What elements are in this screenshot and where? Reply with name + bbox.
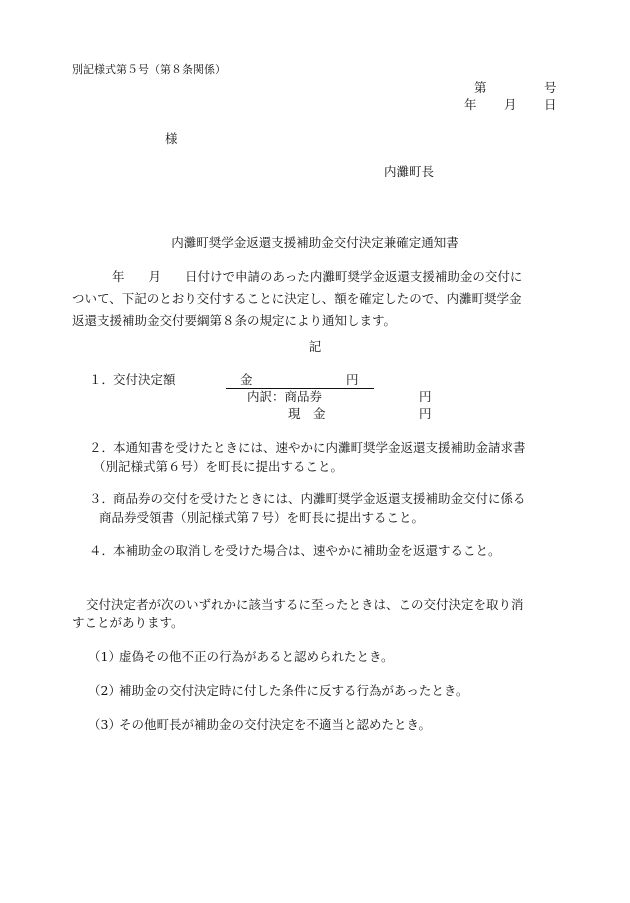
item2-line2: （別記様式第６号）を町長に提出すること。	[93, 459, 344, 474]
item1-amount-unit: 円	[346, 372, 359, 387]
intro-month: 月	[148, 269, 162, 284]
item1-number: １．	[89, 372, 115, 387]
condition-2-text: 補助金の交付決定時に付した条件に反する行為があったとき。	[119, 683, 469, 698]
intro-year: 年	[112, 269, 125, 284]
form-label: 別記様式第５号（第８条関係）	[72, 63, 226, 76]
doc-number-suffix: 号	[544, 80, 557, 95]
intro-line1: 日付けで申請のあった内灘町奨学金返還支援補助金の交付に	[185, 269, 523, 284]
item4-number: ４．	[89, 543, 115, 558]
item1-breakdown-unit: 円	[419, 389, 432, 404]
item4-line1: 本補助金の取消しを受けた場合は、速やかに補助金を返還すること。	[113, 543, 501, 558]
document-title: 内灘町奨学金返還支援補助金交付決定兼確定通知書	[171, 235, 459, 250]
item3-line2: 商品券受領書（別記様式第７号）を町長に提出すること。	[99, 510, 425, 525]
item1-amount-prefix: 金	[240, 372, 253, 387]
cancel-note-line1: 交付決定者が次のいずれかに該当するに至ったときは、この交付決定を取り消	[86, 597, 524, 612]
date-month: 月	[504, 97, 517, 112]
condition-3-text: その他町長が補助金の交付決定を不適当と認めたとき。	[119, 717, 432, 732]
condition-2-number: （2）	[88, 683, 121, 698]
doc-number-prefix: 第	[474, 80, 487, 95]
item1-breakdown-label: 内訳：商品券	[247, 389, 323, 404]
intro-line2: ついて、下記のとおり交付することに決定し、額を確定したので、内灘町奨学金	[72, 291, 522, 306]
item2-number: ２．	[89, 440, 115, 455]
item1-cash-label: 現 金	[288, 406, 326, 421]
issuer: 内灘町長	[384, 164, 435, 179]
intro-paragraph	[72, 266, 560, 332]
item3-number: ３．	[89, 491, 115, 506]
item1-amount-field	[226, 374, 374, 389]
addressee-suffix: 様	[165, 131, 178, 146]
date-day: 日	[544, 97, 557, 112]
condition-1-text: 虚偽その他不正の行為があると認められたとき。	[119, 649, 394, 664]
condition-3-number: （3）	[88, 717, 121, 732]
ki-heading: 記	[308, 339, 322, 354]
cancel-note-line2: すことがあります。	[72, 615, 184, 630]
item2-line1: 本通知書を受けたときには、速やかに内灘町奨学金返還支援補助金請求書	[113, 440, 526, 455]
item1-label: 交付決定額	[113, 372, 176, 387]
intro-line3: 返還支援補助金交付要綱第８条の規定により通知します。	[72, 313, 397, 328]
item1-cash-unit: 円	[419, 406, 432, 421]
date-year: 年	[464, 97, 477, 112]
condition-1-number: （1）	[88, 649, 121, 664]
item3-line1: 商品券の交付を受けたときには、内灘町奨学金返還支援補助金交付に係る	[113, 491, 526, 506]
